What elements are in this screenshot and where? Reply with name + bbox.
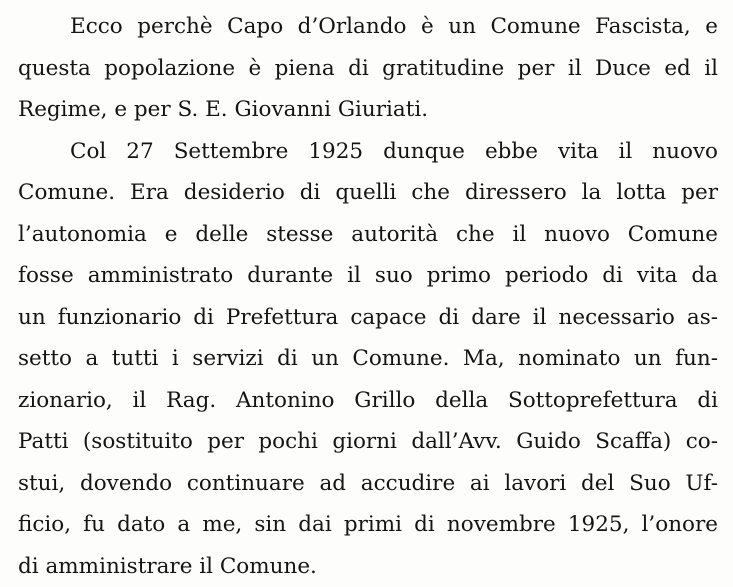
text-line: Col 27 Settembre 1925 dunque ebbe vita il nuovo xyxy=(70,138,718,164)
text-line: zionario, il Rag. Antonino Grillo della Sottoprefettura di xyxy=(18,387,718,413)
text-line: ficio, fu dato a me, sin dai primi di novembre 1925, l’onore xyxy=(18,512,718,537)
text-line: un funzionario di Prefettura capace di dare il necessario as- xyxy=(18,304,718,330)
text-line: Regime, e per S. E. Giovanni Giuriati. xyxy=(18,97,429,122)
paragraph-2 xyxy=(18,131,718,587)
text-line: questa popolazione è piena di gratitudine per il Duce ed il xyxy=(18,55,718,81)
text-line: fosse amministrato durante il suo primo periodo di vita da xyxy=(18,263,718,288)
text-line: Patti (sostituito per pochi giorni dall’Avv. Guido Scaffa) co- xyxy=(18,429,718,454)
paragraph-1 xyxy=(18,6,718,131)
body-text xyxy=(18,6,718,587)
text-line: Ecco perchè Capo d’Orlando è un Comune Fascista, e xyxy=(70,14,718,39)
text-line: Comune. Era desiderio di quelli che diressero la lotta per xyxy=(18,180,718,205)
text-line: setto a tutti i servizi di un Comune. Ma, nominato un fun- xyxy=(18,346,718,371)
text-line: l’autonomia e delle stesse autorità che il nuovo Comune xyxy=(18,221,718,247)
text-line: stui, dovendo continuare ad accudire ai lavori del Suo Uf- xyxy=(18,470,718,496)
text-line: di amministrare il Comune. xyxy=(18,553,317,579)
